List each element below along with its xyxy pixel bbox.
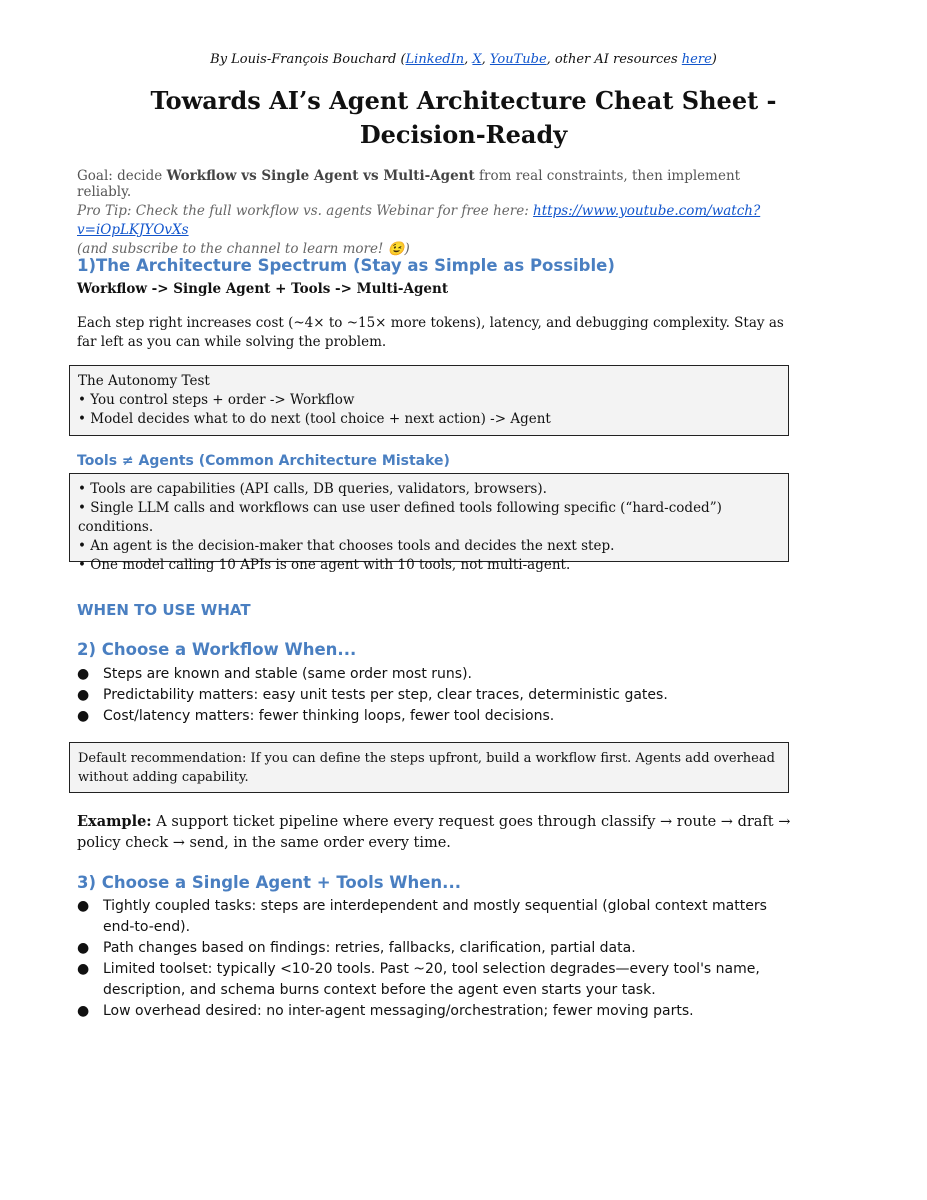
list-item: ● Predictability matters: easy unit tests per step, clear traces, deterministic gates.: [77, 685, 777, 706]
workflow-criteria-list: [77, 664, 777, 727]
tools-item: • Single LLM calls and workflows can use user defined tools following specific (“hard-coded”) conditions.: [78, 500, 722, 535]
bullet-icon: ●: [77, 961, 90, 977]
section-3-heading: 3) Choose a Single Agent + Tools When...: [77, 873, 461, 892]
list-item: ● Low overhead desired: no inter-agent messaging/orchestration; fewer moving parts.: [77, 1001, 777, 1022]
workflow-example: Example: A support ticket pipeline where every request goes through classify → route → draft → policy check → send, in the same order every time.: [77, 813, 791, 851]
x-link[interactable]: X: [472, 52, 482, 67]
tools-vs-agents-heading: Tools ≠ Agents (Common Architecture Mistake): [77, 453, 450, 469]
wink-emoji-icon: 😉: [387, 241, 405, 257]
default-recommendation-box: Default recommendation: If you can define the steps upfront, build a workflow first. Agents add overhead without adding capability.: [69, 742, 789, 793]
architecture-spectrum: Workflow -> Single Agent + Tools -> Multi-Agent: [77, 281, 449, 297]
list-item: ● Tightly coupled tasks: steps are interdependent and mostly sequential (global context matters end-to-end).: [77, 898, 767, 935]
bullet-icon: ●: [77, 708, 90, 724]
tools-item: • One model calling 10 APIs is one agent with 10 tools, not multi-agent.: [78, 557, 571, 573]
youtube-link[interactable]: YouTube: [489, 52, 547, 67]
autonomy-test-title: The Autonomy Test: [78, 373, 210, 389]
when-to-use-heading: WHEN TO USE WHAT: [77, 601, 251, 619]
autonomy-test-box: [69, 365, 789, 436]
list-item: ● Steps are known and stable (same order most runs).: [77, 664, 777, 685]
list-item: ● Path changes based on findings: retries, fallbacks, clarification, partial data.: [77, 938, 777, 959]
webinar-link[interactable]: https://www.youtube.com/watch?v=iOpLKJYOvXs: [77, 203, 761, 238]
tools-item: • Tools are capabilities (API calls, DB queries, validators, browsers).: [78, 481, 547, 497]
byline: By Louis-François Bouchard (LinkedIn, X, YouTube, other AI resources here): [210, 52, 717, 67]
bullet-icon: ●: [77, 1003, 90, 1019]
pro-tip: Pro Tip: Check the full workflow vs. agents Webinar for free here: https://www.youtube.com/watch?v=iOpLKJYOvXs (and subscribe to the channel to learn more! 😉): [77, 203, 761, 257]
tools-vs-agents-box: [69, 473, 789, 573]
bullet-icon: ●: [77, 940, 90, 956]
autonomy-item: • You control steps + order -> Workflow: [78, 392, 355, 408]
bullet-icon: ●: [77, 666, 90, 682]
section-1-paragraph: Each step right increases cost (~4× to ~15× more tokens), latency, and debugging complexity. Stay as far left as you can while solving the problem.: [77, 315, 784, 350]
single-agent-criteria-list: [77, 896, 777, 1022]
section-1-heading: 1)The Architecture Spectrum (Stay as Simple as Possible): [77, 256, 615, 275]
list-item: ● Cost/latency matters: fewer thinking loops, fewer tool decisions.: [77, 706, 777, 727]
section-2-heading: 2) Choose a Workflow When...: [77, 640, 357, 659]
list-item: ● Limited toolset: typically <10-20 tools. Past ~20, tool selection degrades—every tool's name, description, and schema burns context before the agent even starts your task.: [77, 961, 760, 998]
bullet-icon: ●: [77, 898, 90, 914]
goal-statement: Goal: decide Workflow vs Single Agent vs Multi-Agent from real constraints, then implement reliably.: [77, 168, 741, 200]
linkedin-link[interactable]: LinkedIn: [405, 52, 465, 67]
autonomy-item: • Model decides what to do next (tool choice + next action) -> Agent: [78, 411, 551, 427]
resources-here-link[interactable]: here: [681, 52, 712, 67]
page-title: Towards AI’s Agent Architecture Cheat Sheet - Decision-Ready: [150, 86, 777, 149]
bullet-icon: ●: [77, 687, 90, 703]
tools-item: • An agent is the decision-maker that chooses tools and decides the next step.: [78, 538, 615, 554]
